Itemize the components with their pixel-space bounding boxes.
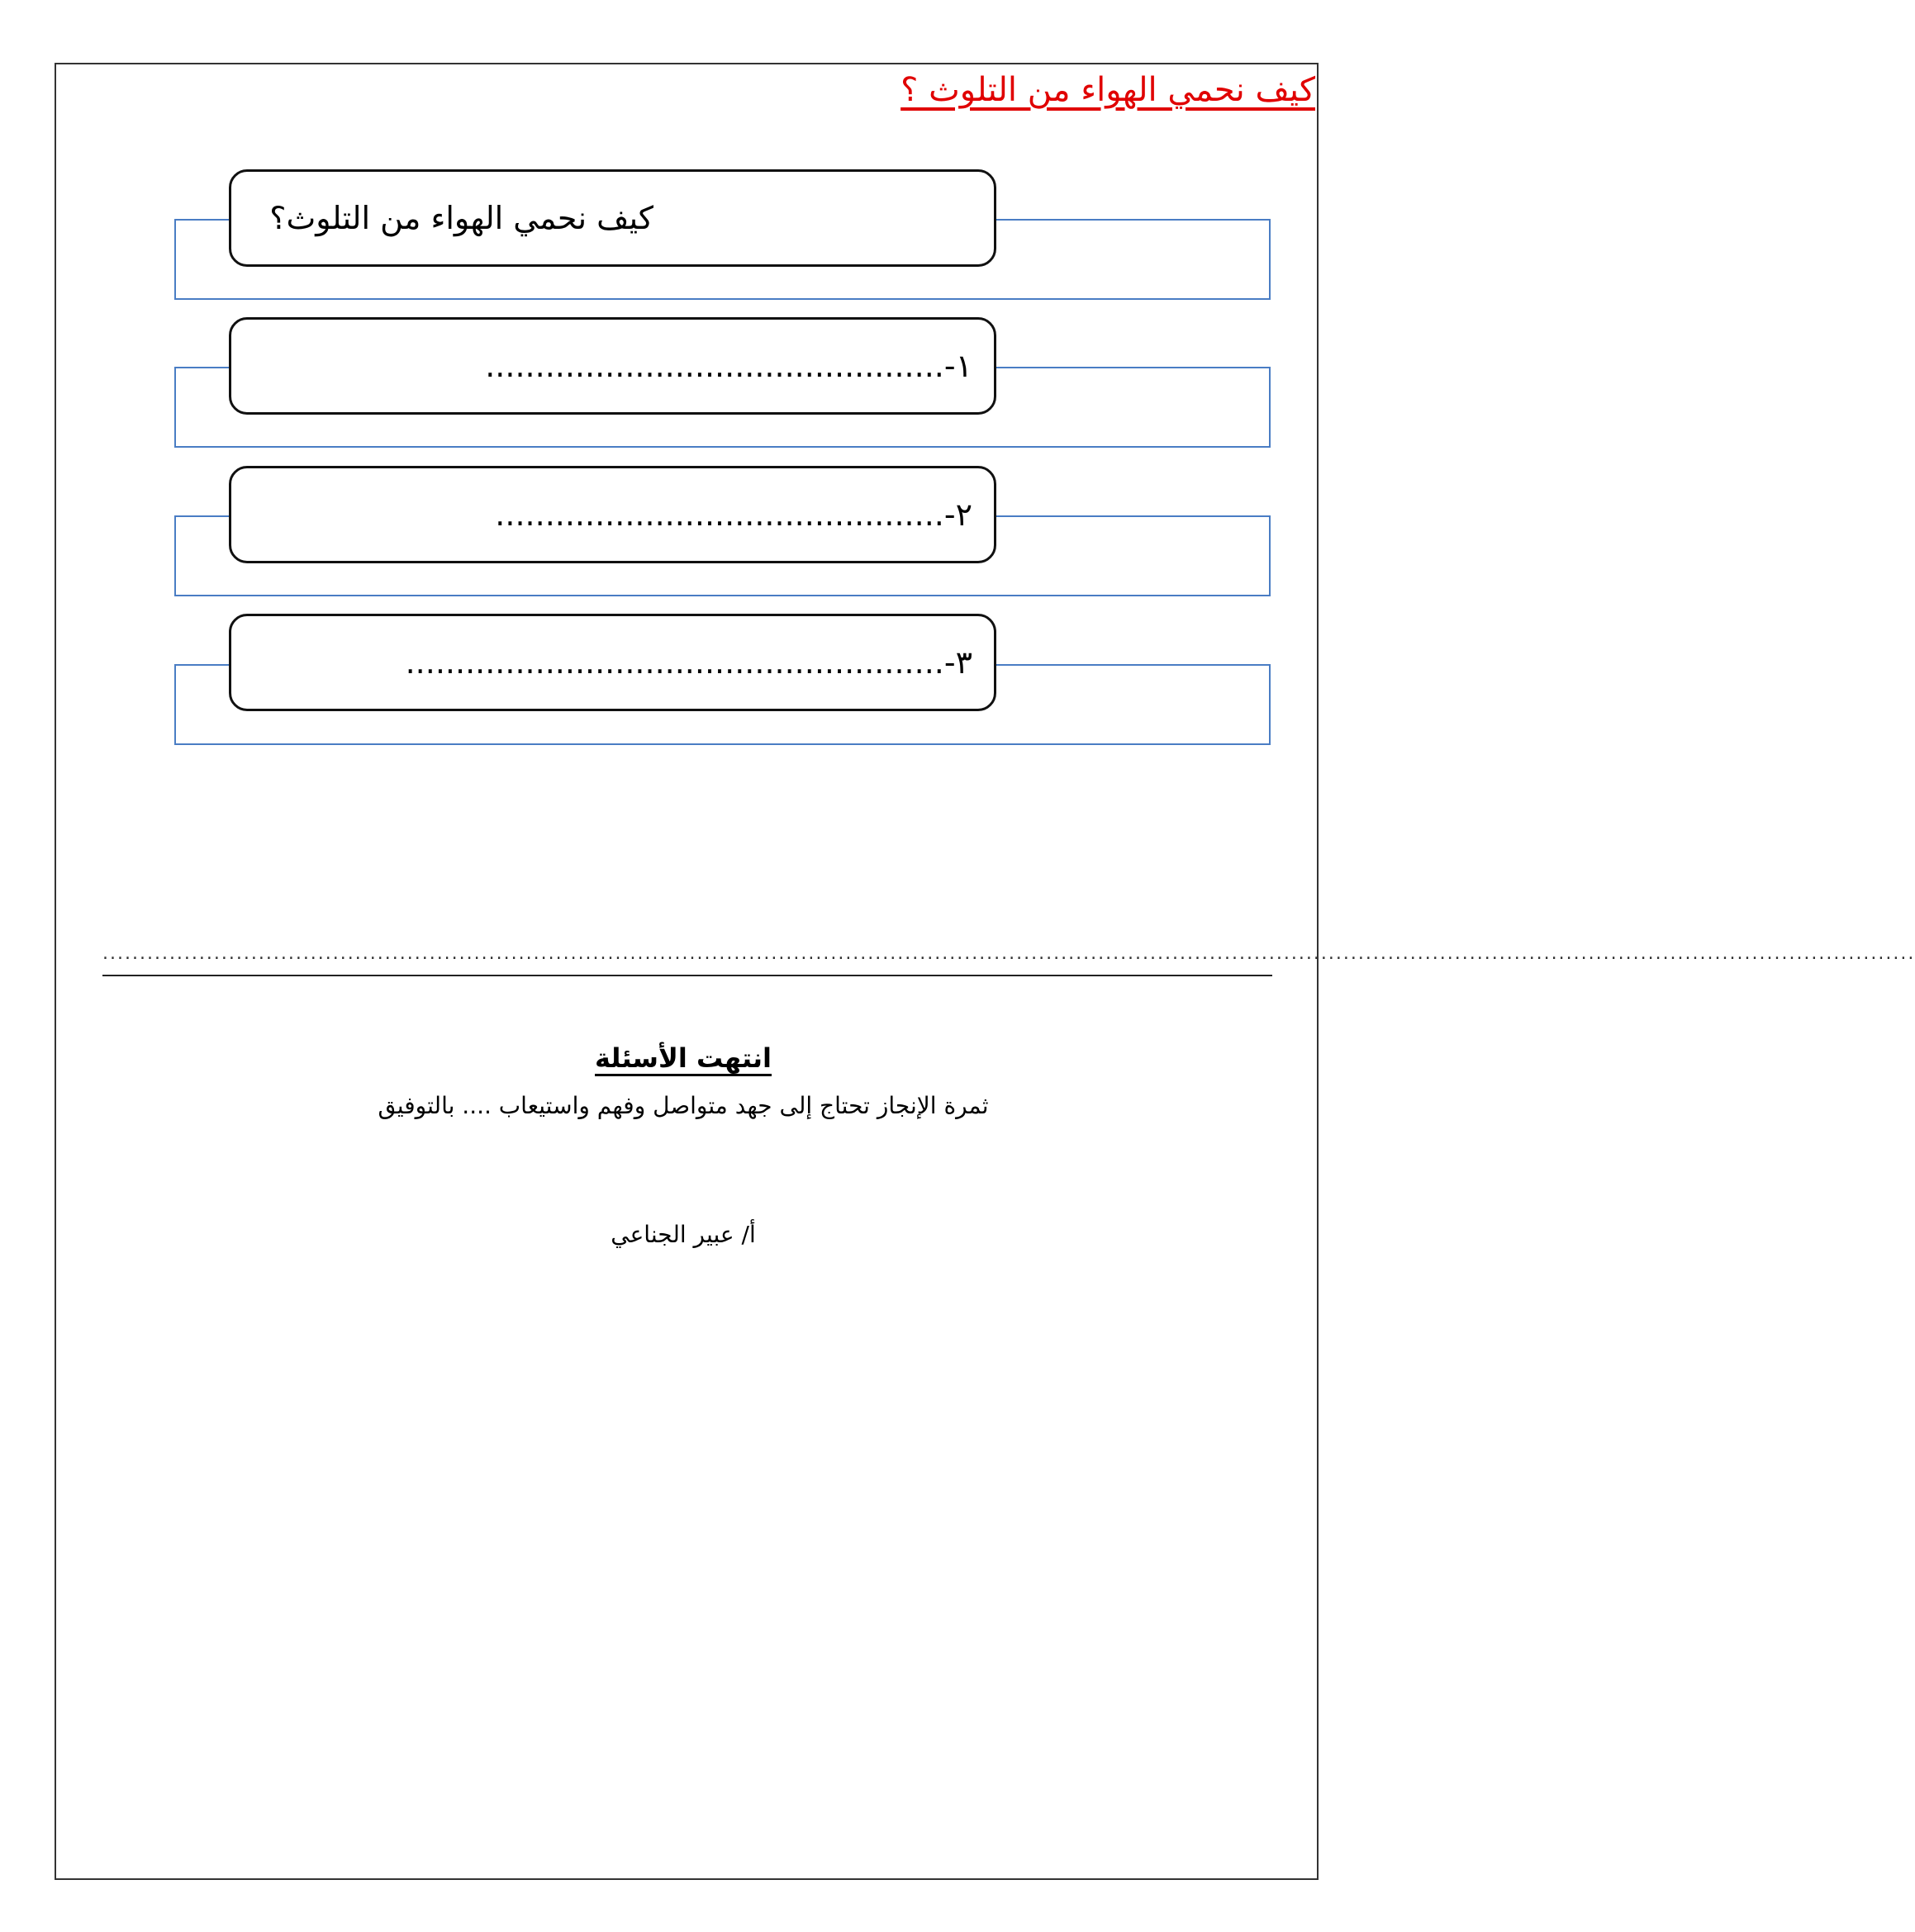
separator-line: [102, 975, 1272, 976]
motto: ثمرة الإنجاز تحتاج إلى جهد متواصل وفهم واستيعاب .... بالتوفيق: [378, 1092, 989, 1119]
answer-1-text: ١-..............................................: [485, 348, 972, 384]
answer-1-box[interactable]: [229, 317, 996, 415]
question-box: [229, 169, 996, 267]
teacher-signature: أ/ عبير الجناعي: [611, 1221, 756, 1248]
section-title: كيف نحمي الهواء من التلوث ؟: [900, 71, 1315, 109]
separator-dots: ....................................................................................................................................................................................................................................................: [102, 943, 1915, 964]
answer-2-text: ٢-.............................................: [495, 496, 972, 533]
answer-3-box[interactable]: [229, 614, 996, 711]
answer-3-text: ٣-......................................................: [405, 644, 972, 681]
question-text: كيف نحمي الهواء من التلوث؟: [269, 200, 653, 236]
end-title: [0, 1042, 1366, 1074]
end-title-text: انتهت الأسئلة: [595, 1042, 772, 1074]
answer-2-box[interactable]: [229, 466, 996, 563]
